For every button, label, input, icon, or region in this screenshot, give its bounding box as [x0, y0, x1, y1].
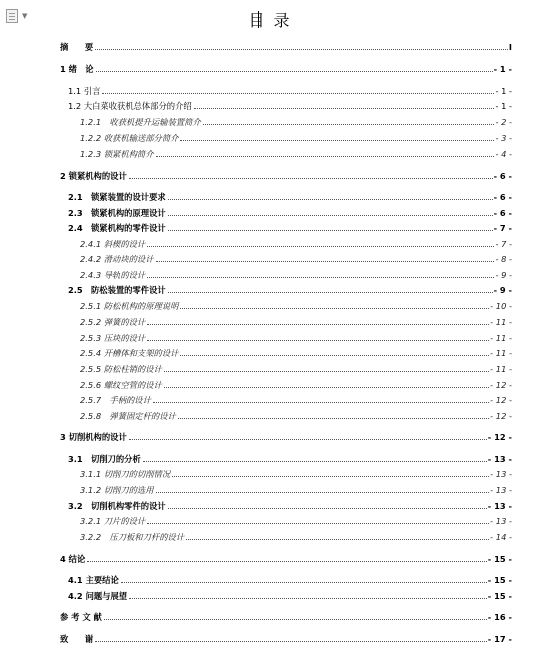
toc-entry[interactable]	[60, 41, 512, 53]
toc-leader-dots	[102, 93, 494, 94]
toc-leader-dots	[180, 308, 489, 309]
toc-entry[interactable]	[80, 148, 512, 160]
toc-leader-dots	[143, 461, 487, 462]
toc-leader-dots	[129, 598, 487, 599]
toc-entry-label: 3.2.2 压刀板和刀杆的设计	[80, 532, 185, 542]
toc-page-number: - 12 -	[490, 411, 512, 421]
toc-entry[interactable]	[80, 132, 512, 144]
toc-leader-dots	[121, 582, 487, 583]
toc-leader-dots	[194, 108, 495, 109]
toc-page-number: - 3 -	[495, 133, 512, 143]
toc-page-number: - 15 -	[487, 554, 512, 564]
toc-leader-dots	[95, 641, 487, 642]
toc-entry[interactable]	[68, 590, 512, 602]
toc-entry-label: 1.2.1 收获机提升运输装置简介	[80, 117, 201, 127]
toc-page-number: - 9 -	[495, 270, 512, 280]
toc-page-number: - 15 -	[487, 591, 512, 601]
toc-leader-dots	[96, 71, 493, 72]
toc-entry[interactable]	[80, 253, 512, 265]
toc-entry-label: 2 锁紧机构的设计	[60, 171, 127, 181]
toc-entry-label: 3.1.2 切削刀的选用	[80, 485, 154, 495]
toc-page-number: - 11 -	[490, 364, 512, 374]
toc-entry-label: 2.4.1 斜楔的设计	[80, 239, 146, 249]
toc-entry[interactable]	[68, 574, 512, 586]
toc-leader-dots	[156, 261, 495, 262]
toc-leader-dots	[147, 523, 489, 524]
toc-entry-label: 2.5.5 防松柱销的设计	[80, 364, 162, 374]
toc-entry[interactable]	[60, 63, 512, 75]
toc-page-number: - 17 -	[487, 634, 512, 644]
toc-leader-dots	[147, 277, 494, 278]
toc-entry-label: 4.1 主要结论	[68, 575, 119, 585]
toc-entry-label: 2.5.2 弹簧的设计	[80, 317, 146, 327]
toc-entry-label: 2.1 锁紧装置的设计要求	[68, 192, 166, 202]
toc-page-number: - 1 -	[495, 101, 512, 111]
toc-page-number: I	[508, 42, 512, 52]
toc-entry[interactable]	[80, 410, 512, 422]
toc-leader-dots	[168, 199, 493, 200]
toc-leader-dots	[147, 340, 489, 341]
toc-leader-dots	[156, 156, 495, 157]
toc-leader-dots	[156, 492, 490, 493]
toc-page-number: - 10 -	[490, 301, 512, 311]
toc-entry-label: 1.2.3 锁紧机构简介	[80, 149, 154, 159]
toc-entry[interactable]	[68, 284, 512, 296]
toc-page-number: - 8 -	[495, 254, 512, 264]
toc-entry-label: 2.3 锁紧机构的原理设计	[68, 208, 166, 218]
toc-page-number: - 12 -	[490, 380, 512, 390]
toc-entry-label: 2.5.4 开槽体和支架的设计	[80, 348, 179, 358]
toc-entry[interactable]	[80, 269, 512, 281]
toc-leader-dots	[153, 402, 489, 403]
toc-page-number: - 11 -	[490, 317, 512, 327]
toc-leader-dots	[172, 476, 489, 477]
toc-leader-dots	[129, 439, 487, 440]
toc-entry-label: 2.4.2 滑动块的设计	[80, 254, 154, 264]
toc-page-number: - 14 -	[490, 532, 512, 542]
toc-page-number: - 6 -	[493, 171, 512, 181]
toc-leader-dots	[164, 387, 489, 388]
toc-page-number: - 7 -	[495, 239, 512, 249]
toc-entry-label: 致 谢	[60, 634, 94, 644]
toc-leader-dots	[104, 619, 487, 620]
toc-entry-label: 摘 要	[60, 42, 94, 52]
toc-leader-dots	[129, 178, 493, 179]
toc-entry[interactable]	[60, 431, 512, 443]
toc-leader-dots	[87, 561, 487, 562]
toc-leader-dots	[186, 539, 489, 540]
page-title: 目 录	[248, 11, 292, 30]
toc-leader-dots	[180, 355, 489, 356]
toc-entry-label: 3.1.1 切削刀的切削情况	[80, 469, 171, 479]
toc-entry[interactable]	[80, 394, 512, 406]
toc-entry[interactable]	[80, 379, 512, 391]
toc-page-number: - 4 -	[495, 149, 512, 159]
toc-entry[interactable]	[80, 332, 512, 344]
toc-entry-label: 3.2.1 刀片的设计	[80, 516, 146, 526]
toc-entry[interactable]	[80, 363, 512, 375]
toc-entry-label: 参 考 文 献	[60, 612, 102, 622]
toc-entry[interactable]	[60, 553, 512, 565]
toc-page-number: - 1 -	[495, 86, 512, 96]
toc-entry-label: 2.4 锁紧机构的零件设计	[68, 223, 166, 233]
toc-leader-dots	[95, 49, 508, 50]
toc-entry-label: 1.2 大白菜收获机总体部分的介绍	[68, 101, 192, 111]
toc-entry[interactable]	[80, 515, 512, 527]
toc-page-number: - 6 -	[493, 208, 512, 218]
toc-leader-dots	[178, 418, 489, 419]
toc-page-number: - 2 -	[495, 117, 512, 127]
toc-entry-label: 4 结论	[60, 554, 86, 564]
toc-page-number: - 16 -	[487, 612, 512, 622]
toc-entry[interactable]	[60, 170, 512, 182]
toc-entry[interactable]	[80, 468, 512, 480]
toc-entry-label: 2.5 防松装置的零件设计	[68, 285, 166, 295]
toc-leader-dots	[168, 292, 493, 293]
toc-page-number: - 13 -	[490, 485, 512, 495]
toc-entry-label: 1.1 引言	[68, 86, 101, 96]
toc-entry[interactable]	[60, 633, 512, 645]
toc-entry[interactable]	[68, 191, 512, 203]
toc-entry[interactable]	[68, 500, 512, 512]
toc-entry-label: 2.5.1 防松机构的原理说明	[80, 301, 179, 311]
toc-leader-dots	[164, 371, 489, 372]
toc-page-number: - 12 -	[490, 395, 512, 405]
toc-entry-label: 2.5.8 弹簧固定杆的设计	[80, 411, 176, 421]
toc-leader-dots	[147, 246, 494, 247]
toc-leader-dots	[168, 230, 493, 231]
toc-entry-label: 2.5.6 螺纹空管的设计	[80, 380, 162, 390]
toc-leader-dots	[203, 124, 495, 125]
toc-page-number: - 15 -	[487, 575, 512, 585]
toc-page-number: - 11 -	[490, 348, 512, 358]
toc-page-number: - 7 -	[493, 223, 512, 233]
toc-page-number: - 13 -	[487, 454, 512, 464]
toc-entry-label: 3.1 切削刀的分析	[68, 454, 141, 464]
toc-entry-label: 1.2.2 收获机输送部分简介	[80, 133, 179, 143]
toc-leader-dots	[147, 324, 489, 325]
toc-page-number: - 1 -	[493, 64, 512, 74]
toc-entry-label: 2.5.7 手柄的设计	[80, 395, 151, 405]
toc-leader-dots	[168, 215, 493, 216]
toc-page-number: - 13 -	[490, 469, 512, 479]
toc-entry-label: 2.5.3 压块的设计	[80, 333, 146, 343]
toc-entry[interactable]	[68, 207, 512, 219]
toc-page-number: - 13 -	[490, 516, 512, 526]
toc-page-number: - 11 -	[490, 333, 512, 343]
toc-entry[interactable]	[68, 100, 512, 112]
toc-entry-label: 3.2 切削机构零件的设计	[68, 501, 166, 511]
toc-entry[interactable]	[80, 300, 512, 312]
toc-entry[interactable]	[68, 222, 512, 234]
toc-entry[interactable]	[68, 453, 512, 465]
toc-entry[interactable]	[80, 238, 512, 250]
toc-entry[interactable]	[80, 484, 512, 496]
toc-entry[interactable]	[60, 611, 512, 623]
toc-page-number: - 9 -	[493, 285, 512, 295]
toc-entry-label: 2.4.3 导轨的设计	[80, 270, 146, 280]
toc-entry[interactable]	[80, 116, 512, 128]
chevron-down-icon[interactable]: ▼	[22, 12, 28, 20]
toc-entry[interactable]	[80, 316, 512, 328]
toc-page-number: - 12 -	[487, 432, 512, 442]
toc-leader-dots	[168, 508, 487, 509]
toc-entry-label: 4.2 问题与展望	[68, 591, 128, 601]
toc-leader-dots	[180, 140, 494, 141]
toc-entry[interactable]	[80, 531, 512, 543]
toc-page-number: - 13 -	[487, 501, 512, 511]
toc-entry[interactable]	[68, 85, 512, 97]
toc-page-number: - 6 -	[493, 192, 512, 202]
toc-entry-label: 3 切削机构的设计	[60, 432, 127, 442]
toc-entry[interactable]	[80, 347, 512, 359]
toc-entry-label: 1 绪 论	[60, 64, 94, 74]
